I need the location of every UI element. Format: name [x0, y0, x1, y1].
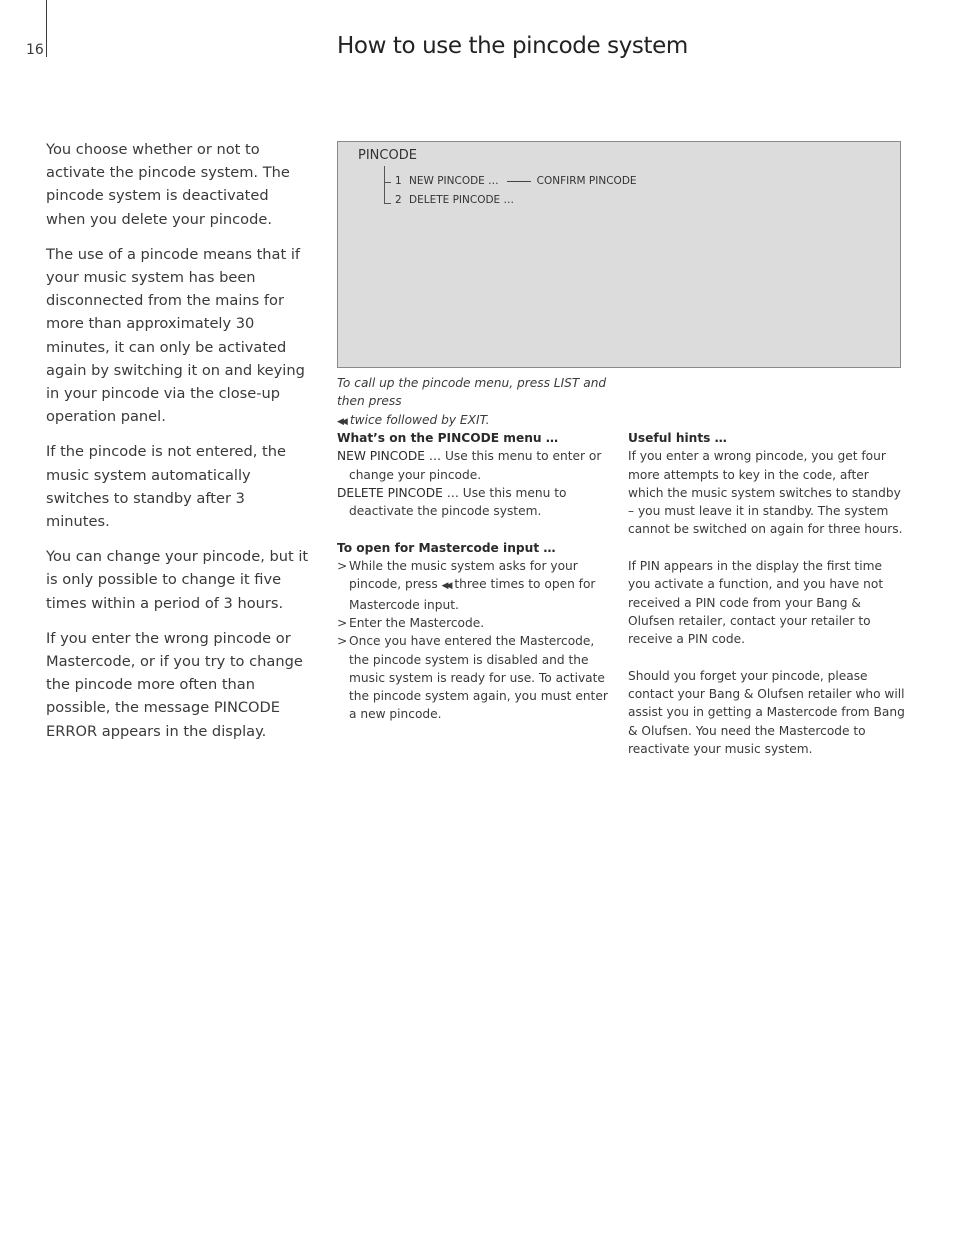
menu-caption: [337, 374, 627, 431]
step-item: [337, 632, 615, 723]
entry-term: DELETE PINCODE …: [337, 485, 459, 500]
menu-item-label: DELETE PINCODE …: [409, 194, 515, 206]
pincode-menu-illustration: [337, 141, 901, 368]
intro-paragraph: You can change your pincode, but it is only possible to change it five times within a period of 3 hours.: [46, 548, 309, 612]
caption-text: To call up the pincode menu, press LIST and then press: [337, 376, 607, 409]
step-text: three times to open for Mastercode input.: [349, 577, 596, 612]
step-item: [337, 557, 615, 614]
right-column: [628, 429, 906, 758]
page-number: 16: [26, 42, 44, 58]
menu-bracket-tick: [385, 203, 391, 204]
connector-line: [507, 181, 531, 182]
step-marker: >: [337, 634, 348, 649]
page-title: How to use the pincode system: [337, 33, 688, 59]
menu-description-entry: [337, 447, 615, 484]
rewind-icon: ◀◀: [337, 416, 345, 427]
step-marker: >: [337, 559, 348, 574]
step-marker: >: [337, 615, 348, 630]
menu-item-label: NEW PINCODE …: [409, 175, 499, 187]
entry-description: Use this menu to deactivate the pincode system.: [349, 485, 567, 519]
step-text: Once you have entered the Mastercode, the pincode system is disabled and the music system is ready for use. To activate the pincode system again, you must enter a new pincode.: [349, 634, 608, 722]
menu-bracket-tick: [385, 182, 391, 183]
menu-bracket: [384, 166, 391, 204]
hint-paragraph: Should you forget your pincode, please contact your Bang & Olufsen retailer who will assist you in getting a Mastercode from Bang & Olufsen. You need the Mastercode to reactivate your music system.: [628, 668, 905, 757]
step-item: [337, 614, 615, 632]
intro-paragraph: The use of a pincode means that if your music system has been disconnected from the mains for more than approximately 30 minutes, it can only be activated again by switching it on and keying in your pincode via the close-up operation panel.: [46, 245, 305, 426]
header-rule: [46, 0, 47, 57]
intro-paragraph: If the pincode is not entered, the music system automatically switches to standby after 3 minutes.: [46, 443, 286, 531]
step-text: Enter the Mastercode.: [349, 615, 485, 630]
hint-paragraph: If you enter a wrong pincode, you get four more attempts to key in the code, after which the music system switches to standby – you must leave it in standby. The system cannot be switched on again for three hours.: [628, 449, 903, 537]
menu-heading: PINCODE: [358, 148, 417, 163]
menu-item-next: CONFIRM PINCODE: [536, 175, 637, 187]
section-heading: To open for Mastercode input …: [337, 540, 556, 555]
menu-item-delete-pincode: [395, 194, 514, 206]
menu-item-number: 2: [395, 194, 402, 206]
rewind-icon: ◀◀: [441, 581, 450, 592]
intro-paragraph: If you enter the wrong pincode or Mastercode, or if you try to change the pincode more often than possible, the message PINCODE ERROR appears in the display.: [46, 629, 303, 740]
section-heading: Useful hints …: [628, 431, 727, 445]
intro-text: [46, 138, 311, 755]
caption-text: twice followed by EXIT.: [349, 412, 490, 427]
entry-description: Use this menu to enter or change your pincode.: [349, 449, 602, 482]
menu-item-new-pincode: [395, 175, 637, 187]
menu-item-number: 1: [395, 175, 402, 187]
section-heading: What’s on the PINCODE menu …: [337, 431, 559, 445]
entry-term: NEW PINCODE …: [337, 449, 442, 464]
left-column: [337, 429, 615, 724]
step-text: While the music system asks for your pincode, press: [349, 559, 578, 592]
menu-description-entry: [337, 484, 615, 521]
hint-paragraph: If PIN appears in the display the first time you activate a function, and you have not received a PIN code from your Bang & Olufsen retailer, contact your retailer to receive a PIN code.: [628, 559, 884, 647]
intro-paragraph: You choose whether or not to activate the pincode system. The pincode system is deactivated when you delete your pincode.: [46, 141, 290, 228]
